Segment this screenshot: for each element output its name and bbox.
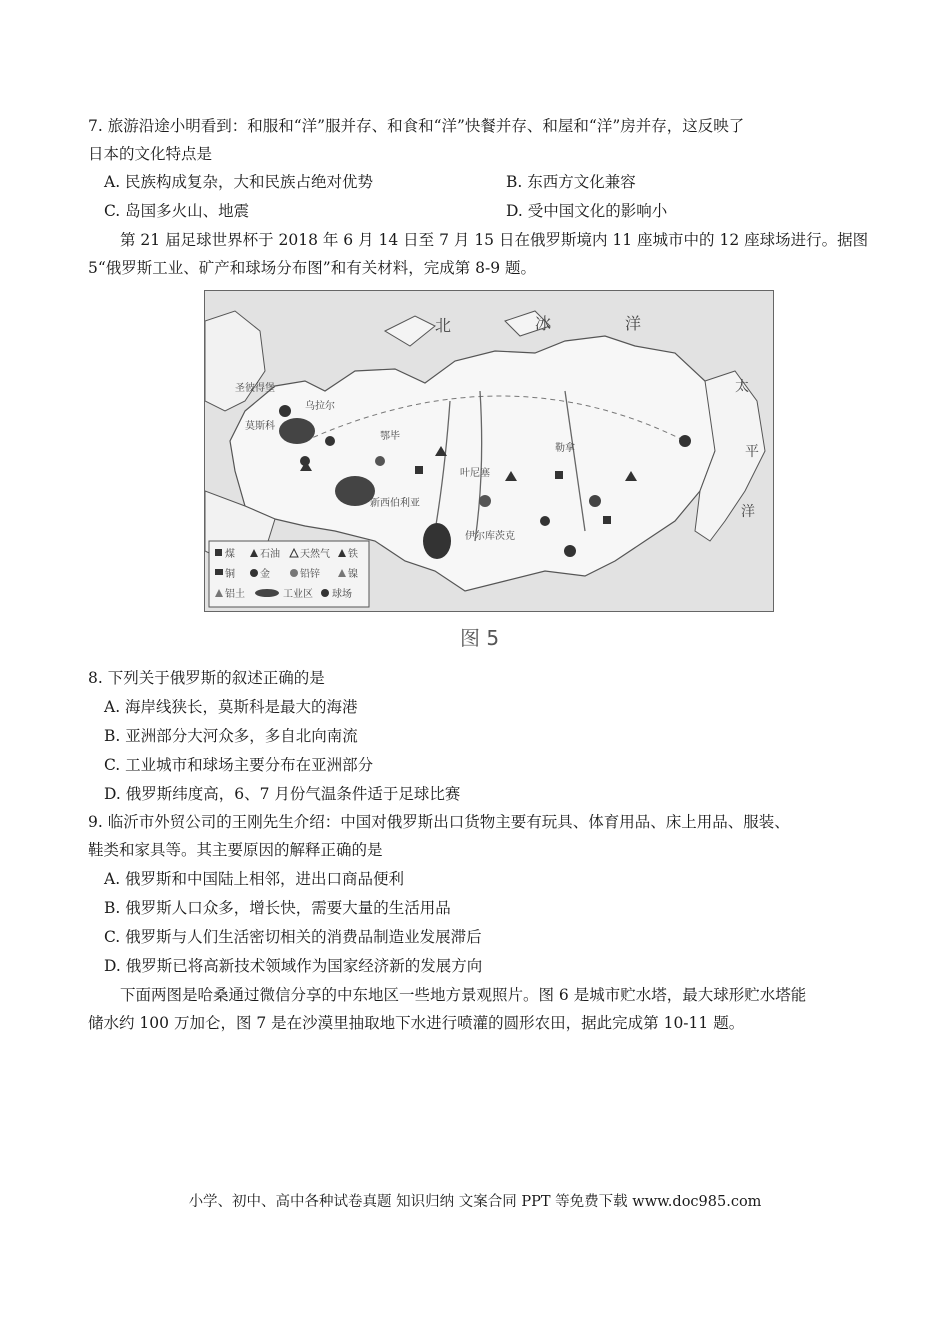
- intro-10-11-line1: 下面两图是哈桑通过微信分享的中东地区一些地方景观照片。图 6 是城市贮水塔，最大球形贮水塔能: [120, 986, 807, 1004]
- q9-stem-line1: 9. 临沂市外贸公司的王刚先生介绍：中国对俄罗斯出口货物主要有玩具、体育用品、床上用品、服装、: [88, 813, 790, 831]
- map-label-moscow: 莫斯科: [245, 421, 275, 432]
- legend-nickel: 镍: [348, 569, 358, 580]
- map-label-lena: 勒拿: [555, 443, 575, 454]
- q7-stem-line2: 日本的文化特点是: [88, 145, 213, 163]
- russia-map: [205, 291, 773, 611]
- intro-10-11-line2: 储水约 100 万加仑，图 7 是在沙漠里抽取地下水进行喷灌的圆形农田，据此完成第 10-11 题。: [88, 1014, 745, 1032]
- legend-iron: 铁: [348, 549, 358, 560]
- map-label-spb: 圣彼得堡: [235, 383, 275, 394]
- legend-gold: 金: [260, 569, 270, 580]
- map-label-ob: 鄂毕: [380, 431, 400, 442]
- map-legend: [209, 541, 369, 607]
- q7-option-a: A. 民族构成复杂，大和民族占绝对优势: [104, 173, 374, 191]
- q7-option-b: B. 东西方文化兼容: [506, 173, 636, 191]
- legend-gas: 天然气: [300, 549, 330, 560]
- intro-8-9-line2: 5“俄罗斯工业、矿产和球场分布图”和有关材料，完成第 8-9 题。: [88, 259, 537, 277]
- q7-option-d: D. 受中国文化的影响小: [506, 202, 668, 220]
- legend-copper: 铜: [225, 569, 235, 580]
- legend-bauxite: 铝土: [225, 589, 245, 600]
- map-label-yenisei: 叶尼塞: [460, 468, 490, 479]
- legend-stadium: 球场: [332, 589, 352, 600]
- page-footer: 小学、初中、高中各种试卷真题 知识归纳 文案合同 PPT 等免费下载 www.doc985.com: [188, 1194, 762, 1210]
- map-label-ice: 冰: [535, 314, 552, 333]
- map-label-north: 北: [435, 316, 452, 335]
- industrial-zone-ural: [335, 476, 375, 506]
- q8-option-d: D. 俄罗斯纬度高，6、7 月份气温条件适于足球比赛: [104, 785, 461, 803]
- map-label-tai: 太: [735, 379, 749, 395]
- q9-option-c: C. 俄罗斯与人们生活密切相关的消费品制造业发展滞后: [104, 928, 482, 946]
- legend-oil: 石油: [260, 549, 280, 560]
- legend-lead-zinc: 铅锌: [300, 569, 320, 580]
- map-label-ping: 平: [745, 444, 759, 460]
- map-label-yang: 洋: [741, 504, 755, 520]
- q8-option-c: C. 工业城市和球场主要分布在亚洲部分: [104, 756, 374, 774]
- q9-option-b: B. 俄罗斯人口众多，增长快，需要大量的生活用品: [104, 899, 451, 917]
- map-label-ural: 乌拉尔: [305, 401, 335, 412]
- q8-option-b: B. 亚洲部分大河众多，多自北向南流: [104, 727, 358, 745]
- q8-stem: 8. 下列关于俄罗斯的叙述正确的是: [88, 669, 325, 687]
- q8-option-a: A. 海岸线狭长，莫斯科是最大的海港: [104, 698, 358, 716]
- legend-coal: 煤: [225, 549, 235, 560]
- q9-stem-line2: 鞋类和家具等。其主要原因的解释正确的是: [88, 841, 383, 859]
- industrial-zone-kuzbass: [423, 523, 451, 559]
- q7-option-c: C. 岛国多火山、地震: [104, 202, 250, 220]
- russia-map-figure: [204, 290, 774, 612]
- q9-option-d: D. 俄罗斯已将高新技术领域作为国家经济新的发展方向: [104, 957, 483, 975]
- q7-stem-line1: 7. 旅游沿途小明看到：和服和“洋”服并存、和食和“洋”快餐并存、和屋和“洋”房并存，这反映了: [88, 117, 745, 135]
- legend-industrial-zone: 工业区: [283, 589, 313, 600]
- q9-option-a: A. 俄罗斯和中国陆上相邻，进出口商品便利: [104, 870, 405, 888]
- industrial-zone-moscow: [279, 418, 315, 444]
- map-label-irkutsk: 伊尔库茨克: [465, 531, 515, 542]
- intro-8-9-line1: 第 21 届足球世界杯于 2018 年 6 月 14 日至 7 月 15 日在俄罗斯境内 11 座城市中的 12 座球场进行。据图: [120, 231, 869, 249]
- map-label-ocean: 洋: [625, 314, 642, 333]
- figure-caption: 图 5: [460, 626, 500, 650]
- map-label-novosibirsk: 新西伯利亚: [370, 498, 420, 509]
